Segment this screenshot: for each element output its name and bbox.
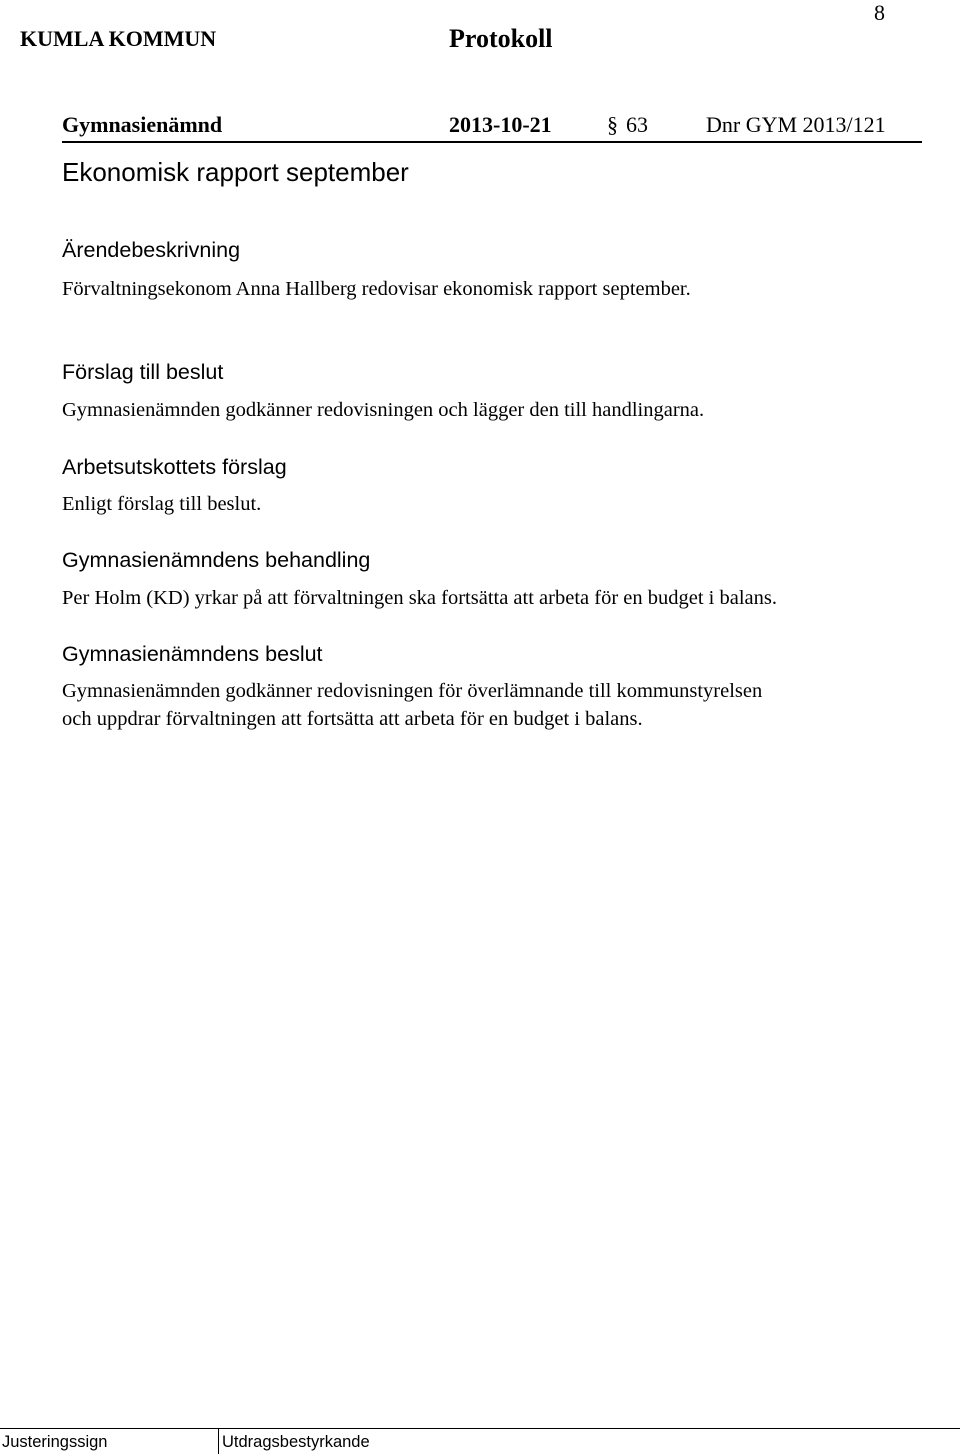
body-line: Gymnasienämnden godkänner redovisningen och lägger den till handlingarna.: [62, 399, 705, 421]
section-body-arendebeskrivning: [62, 275, 691, 303]
page-number: 8: [874, 0, 885, 25]
body-line: Enligt förslag till beslut.: [62, 493, 262, 515]
document-type: Protokoll: [449, 24, 553, 53]
section-body-arbetsutskottets-forslag: [62, 490, 261, 518]
meeting-date: 2013-10-21: [449, 112, 552, 137]
body-line: och uppdrar förvaltningen att fortsätta att arbeta för en budget i balans.: [62, 708, 643, 730]
section-heading-behandling: Gymnasienämndens behandling: [62, 548, 371, 572]
section-symbol: §: [607, 112, 618, 137]
certification-label: Utdragsbestyrkande: [222, 1433, 370, 1451]
organization-name: KUMLA KOMMUN: [20, 26, 217, 51]
footer-rule: [0, 1428, 960, 1429]
body-line: Gymnasienämnden godkänner redovisningen för överlämnande till kommunstyrelsen: [62, 680, 763, 702]
footer-divider: [218, 1428, 219, 1454]
paragraph-number: 63: [626, 112, 648, 137]
section-body-beslut: [62, 677, 762, 733]
section-heading-arendebeskrivning: Ärendebeskrivning: [62, 238, 241, 262]
section-heading-beslut: Gymnasienämndens beslut: [62, 642, 323, 666]
committee-name: Gymnasienämnd: [62, 112, 223, 137]
section-body-forslag-till-beslut: [62, 396, 704, 424]
case-title: Ekonomisk rapport september: [62, 157, 409, 187]
section-heading-forslag-till-beslut: Förslag till beslut: [62, 360, 224, 384]
section-body-behandling: [62, 584, 777, 612]
signature-label: Justeringssign: [2, 1433, 108, 1451]
body-line: Per Holm (KD) yrkar på att förvaltningen ska fortsätta att arbeta för en budget i balans.: [62, 587, 777, 609]
body-line: Förvaltningsekonom Anna Hallberg redovisar ekonomisk rapport september.: [62, 278, 691, 300]
section-heading-arbetsutskottets-forslag: Arbetsutskottets förslag: [62, 455, 287, 479]
meeting-info-row: [62, 112, 922, 143]
case-number: Dnr GYM 2013/121: [706, 112, 886, 137]
